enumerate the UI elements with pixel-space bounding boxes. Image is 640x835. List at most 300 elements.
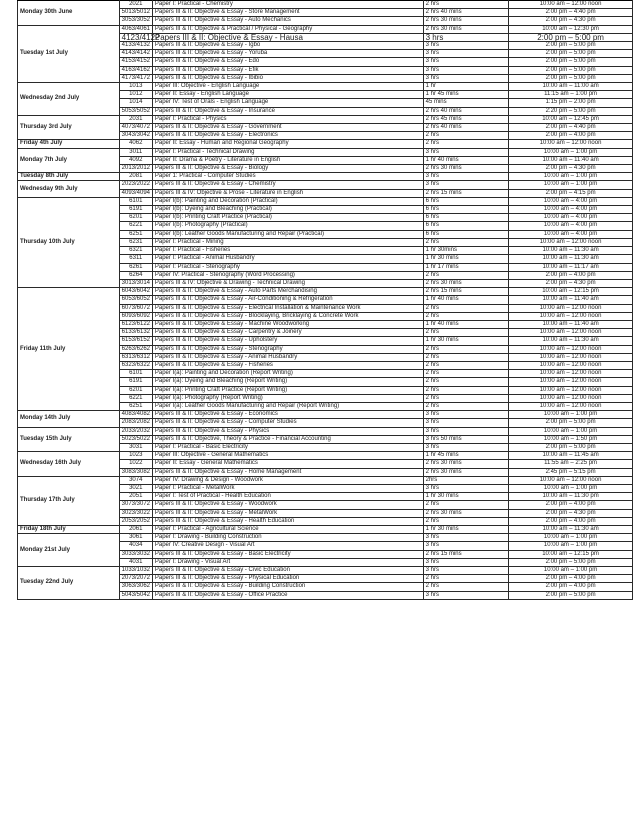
day-cell: Monday 7th July <box>18 148 120 173</box>
paper-title-cell: Papers III & II: Objective & Essay - Physical Education <box>152 575 423 583</box>
paper-title-cell: Paper IV: Test of Orals - English Language <box>152 99 423 107</box>
paper-title-cell: Paper I(a): Dyeing and Bleaching (Report Writing) <box>152 378 423 386</box>
duration-cell: 1 hr 45 mins <box>423 452 509 460</box>
time-cell: 2:00 pm – 5:00 pm <box>509 443 633 451</box>
paper-code-cell: 6043/6042 <box>119 288 152 296</box>
duration-cell: 3 hrs <box>423 173 509 181</box>
paper-code-cell: 4092 <box>119 156 152 164</box>
paper-code-cell: 6053/6052 <box>119 296 152 304</box>
paper-title-cell: Papers III & II: Objective & Essay - Basic Electricity <box>152 550 423 558</box>
duration-cell: 3 hrs <box>423 567 509 575</box>
time-cell: 10:00 am – 12:00 noon <box>509 345 633 353</box>
time-cell: 2:00 pm – 4:30 pm <box>509 509 633 517</box>
time-cell: 2:00 pm – 4:30 pm <box>509 17 633 25</box>
duration-cell: 3 hrs <box>423 66 509 74</box>
paper-title-cell: Paper II: Essay - English Language <box>152 91 423 99</box>
duration-cell: 3 hrs <box>423 558 509 566</box>
duration-cell: 2 hrs <box>423 312 509 320</box>
duration-cell: 6 hrs <box>423 206 509 214</box>
table-row <box>18 567 633 575</box>
paper-code-cell: 4034 <box>119 542 152 550</box>
time-cell: 2:00 pm – 4:00 pm <box>509 132 633 140</box>
time-cell: 11:55 am – 2:25 pm <box>509 460 633 468</box>
paper-title-cell: Paper I: Practical - Mining <box>152 238 423 246</box>
duration-cell: 2 hrs 30 mins <box>423 25 509 33</box>
paper-code-cell: 6093/6092 <box>119 312 152 320</box>
duration-cell: 6 hrs <box>423 230 509 238</box>
duration-cell: 3 hrs <box>423 50 509 58</box>
duration-cell: 3 hrs <box>423 74 509 82</box>
time-cell: 2:00 pm – 4:30 pm <box>509 165 633 173</box>
paper-code-cell: 4062 <box>119 140 152 148</box>
table-row <box>18 115 633 123</box>
paper-title-cell: Papers III & II: Objective & Essay - Government <box>152 124 423 132</box>
paper-title-cell: Papers III & II: Objective & Essay - Blocklaying, Bricklaying & Concrete Work <box>152 312 423 320</box>
paper-title-cell: Paper I(b): Printing Craft Practice (Practical) <box>152 214 423 222</box>
paper-title-cell: Paper II: Essay - Human and Regional Geography <box>152 140 423 148</box>
duration-cell: 3 hrs <box>423 534 509 542</box>
time-cell: 10:00 am – 12:00 noon <box>509 402 633 410</box>
paper-title-cell: Papers III & II: Objective & Essay - Auto Mechanics <box>152 17 423 25</box>
paper-title-cell: Papers III & II: Objective & Essay - Machine Woodworking <box>152 320 423 328</box>
paper-code-cell: 4073/4072 <box>119 124 152 132</box>
duration-cell: 2 hrs <box>423 353 509 361</box>
duration-cell: 45 mins <box>423 99 509 107</box>
table-row <box>18 288 633 296</box>
paper-code-cell: 3043/3042 <box>119 132 152 140</box>
table-row <box>18 197 633 205</box>
duration-cell: 2 hrs <box>423 370 509 378</box>
paper-code-cell: 6251 <box>119 230 152 238</box>
paper-code-cell: 2031 <box>119 115 152 123</box>
duration-cell: 2 hrs <box>423 329 509 337</box>
day-cell: Wednesday 2nd July <box>18 83 120 116</box>
duration-cell: 2 hrs <box>423 583 509 591</box>
timetable-sheet <box>17 0 633 600</box>
duration-cell: 1 hr 40 mins <box>423 296 509 304</box>
time-cell: 2:00 pm – 4:40 pm <box>509 9 633 17</box>
paper-title-cell: Papers III & II: Objective & Essay - Economics <box>152 411 423 419</box>
paper-title-cell: Paper I(a): Photography (Report Writing) <box>152 394 423 402</box>
paper-title-cell: Paper III: Objective - General Mathematics <box>152 452 423 460</box>
paper-code-cell: 2021 <box>119 1 152 9</box>
time-cell: 2:00 pm – 5:00 pm <box>509 42 633 50</box>
time-cell: 10:00 am – 1:00 pm <box>509 181 633 189</box>
duration-cell: 2 hrs 40 mins <box>423 124 509 132</box>
paper-code-cell: 3061 <box>119 534 152 542</box>
paper-title-cell: Paper I: Practical - Animal Husbandry <box>152 255 423 263</box>
paper-title-cell: Papers III & II: Objective & Essay - Insurance <box>152 107 423 115</box>
paper-title-cell: Paper II: Essay - General Mathematics <box>152 460 423 468</box>
paper-code-cell: 2081 <box>119 173 152 181</box>
paper-title-cell: Papers III & II: Objective & Essay - Chemistry <box>152 181 423 189</box>
paper-title-cell: Papers III & II: Objective & Essay - Building Construction <box>152 583 423 591</box>
duration-cell: 2 hrs <box>423 304 509 312</box>
day-cell: Wednesday 16th July <box>18 452 120 477</box>
paper-title-cell: Papers III & II: Objective & Essay - Hausa <box>152 33 423 41</box>
paper-code-cell: 3011 <box>119 148 152 156</box>
duration-cell: 2 hrs <box>423 140 509 148</box>
paper-title-cell: Paper I(a): Leather Goods Manufacturing and Repair (Report Writing) <box>152 402 423 410</box>
paper-code-cell: 1022 <box>119 460 152 468</box>
time-cell: 2:00 pm – 5:00 pm <box>509 419 633 427</box>
paper-code-cell: 4083/4082 <box>119 411 152 419</box>
time-cell: 2:20 pm – 5:00 pm <box>509 107 633 115</box>
time-cell: 10:00 am – 1:00 pm <box>509 534 633 542</box>
paper-code-cell: 2061 <box>119 526 152 534</box>
duration-cell: 2 hrs <box>423 238 509 246</box>
paper-title-cell: Paper I: Drawing - Building Construction <box>152 534 423 542</box>
duration-cell: 3 hrs <box>423 591 509 599</box>
paper-code-cell: 6221 <box>119 222 152 230</box>
paper-code-cell: 6261 <box>119 263 152 271</box>
duration-cell: 2 hrs 45 mins <box>423 115 509 123</box>
paper-code-cell: 6264 <box>119 271 152 279</box>
duration-cell: 2 hrs 40 mins <box>423 9 509 17</box>
paper-code-cell: 5023/5022 <box>119 435 152 443</box>
paper-code-cell: 6153/6152 <box>119 337 152 345</box>
day-cell: Friday 11th July <box>18 288 120 411</box>
time-cell: 10:00 am – 12:15 pm <box>509 550 633 558</box>
paper-title-cell: Papers III & II: Objective & Essay - Fisheries <box>152 361 423 369</box>
time-cell: 10:00 am – 4:00 pm <box>509 197 633 205</box>
time-cell: 2:45 pm – 5:15 pm <box>509 468 633 476</box>
time-cell: 10:00 am – 11:30 am <box>509 247 633 255</box>
duration-cell: 2 hrs <box>423 378 509 386</box>
paper-code-cell: 2013/2012 <box>119 165 152 173</box>
duration-cell: 2 hrs 30 mins <box>423 460 509 468</box>
duration-cell: 2 hrs 15 mins <box>423 288 509 296</box>
paper-title-cell: Paper I(b): Photography (Practical) <box>152 222 423 230</box>
paper-code-cell: 1014 <box>119 99 152 107</box>
paper-title-cell: Paper I: Practical - Agricultural Science <box>152 526 423 534</box>
duration-cell: 2 hrs 30 mins <box>423 468 509 476</box>
time-cell: 10:00 am – 12:45 pm <box>509 115 633 123</box>
paper-code-cell: 6101 <box>119 197 152 205</box>
table-row <box>18 1 633 9</box>
paper-title-cell: Papers III & II: Objective & Essay - Office Practice <box>152 591 423 599</box>
duration-cell: 2 hrs 40 mins <box>423 107 509 115</box>
paper-code-cell: 3031 <box>119 443 152 451</box>
duration-cell: 2hrs <box>423 476 509 484</box>
time-cell: 2:00 pm – 4:30 pm <box>509 279 633 287</box>
duration-cell: 2 hrs <box>423 517 509 525</box>
time-cell: 10:00 am – 12:00 noon <box>509 353 633 361</box>
time-cell: 10:00 am – 11:30 am <box>509 337 633 345</box>
paper-title-cell: Paper I: Test of Practical - Health Education <box>152 493 423 501</box>
time-cell: 11:15 am – 1:00 pm <box>509 91 633 99</box>
time-cell: 10:00 am – 4:00 pm <box>509 230 633 238</box>
paper-code-cell: 6191 <box>119 206 152 214</box>
paper-title-cell: Papers III & II: Objective & Essay - Air-Conditioning & Refrigeration <box>152 296 423 304</box>
paper-code-cell: 6201 <box>119 386 152 394</box>
duration-cell: 2 hrs <box>423 345 509 353</box>
duration-cell: 1 hr 45 mins <box>423 91 509 99</box>
duration-cell: 2 hrs <box>423 501 509 509</box>
time-cell: 10:00 am – 1:00 pm <box>509 427 633 435</box>
time-cell: 2:00 pm – 4:00 pm <box>509 271 633 279</box>
time-cell: 10:00 am – 12:00 noon <box>509 329 633 337</box>
paper-title-cell: Papers III & II: Objective & Essay - Igbo <box>152 42 423 50</box>
time-cell: 10:00 am – 11:40 am <box>509 296 633 304</box>
paper-title-cell: Papers III & II: Objective & Essay - Electrical Installation & Maintenance Work <box>152 304 423 312</box>
paper-code-cell: 6101 <box>119 370 152 378</box>
paper-title-cell: Papers III & II: Objective, Theory & Practice - Financial Accounting <box>152 435 423 443</box>
time-cell: 10:00 am – 4:00 pm <box>509 206 633 214</box>
time-cell: 10:00 am – 1:00 pm <box>509 542 633 550</box>
table-row <box>18 526 633 534</box>
time-cell: 2:00 pm – 4:40 pm <box>509 124 633 132</box>
time-cell: 2:00 pm – 5:00 pm <box>509 58 633 66</box>
duration-cell: 6 hrs <box>423 214 509 222</box>
paper-code-cell: 5053/5052 <box>119 107 152 115</box>
paper-title-cell: Paper IV: Practical - Stenography (Word Processing) <box>152 271 423 279</box>
duration-cell: 1 hr 30 mins <box>423 493 509 501</box>
duration-cell: 1 hr 30 mins <box>423 526 509 534</box>
time-cell: 10:00 am – 12:00 noon <box>509 1 633 9</box>
duration-cell: 2 hrs <box>423 361 509 369</box>
paper-code-cell: 3013/3014 <box>119 279 152 287</box>
duration-cell: 3 hrs <box>423 419 509 427</box>
duration-cell: 6 hrs <box>423 197 509 205</box>
paper-code-cell: 2083/2082 <box>119 419 152 427</box>
day-cell: Thursday 17th July <box>18 476 120 525</box>
time-cell: 2:00 pm – 4:15 pm <box>509 189 633 197</box>
paper-title-cell: Paper I: Practical - Basic Electricity <box>152 443 423 451</box>
paper-code-cell: 4133/4132 <box>119 42 152 50</box>
time-cell: 2:00 pm – 4:00 pm <box>509 501 633 509</box>
paper-code-cell: 4123/4122 <box>119 33 152 41</box>
time-cell: 10:00 am – 11:30 pm <box>509 493 633 501</box>
time-cell: 2:00 pm – 5:00 pm <box>509 558 633 566</box>
paper-code-cell: 3074 <box>119 476 152 484</box>
time-cell: 10:00 am – 12:00 noon <box>509 304 633 312</box>
time-cell: 10:00 am – 12:00 noon <box>509 361 633 369</box>
table-row <box>18 427 633 435</box>
paper-code-cell: 4153/4152 <box>119 58 152 66</box>
paper-title-cell: Papers III & IV: Objective & Drawing - Technical Drawing <box>152 279 423 287</box>
paper-title-cell: Paper I(b): Leather Goods Manufacturing and Repair (Practical) <box>152 230 423 238</box>
duration-cell: 3 hrs <box>423 427 509 435</box>
time-cell: 10:00 am – 1:00 pm <box>509 484 633 492</box>
paper-code-cell: 3033/3032 <box>119 550 152 558</box>
time-cell: 10:00 am – 11:30 am <box>509 526 633 534</box>
time-cell: 10:00 am – 4:00 pm <box>509 214 633 222</box>
day-cell: Tuesday 1st July <box>18 25 120 82</box>
paper-title-cell: Papers III & II: Objective & Essay - Woodwork <box>152 501 423 509</box>
duration-cell: 2 hrs 30 mins <box>423 279 509 287</box>
paper-title-cell: Papers III & IV: Objective & Prose - Literature in English <box>152 189 423 197</box>
paper-title-cell: Papers III & II: Objective & Essay - Efik <box>152 66 423 74</box>
paper-code-cell: 4063/4061 <box>119 25 152 33</box>
paper-code-cell: 5013/5012 <box>119 9 152 17</box>
paper-title-cell: Papers III & II: Objective & Essay - Biology <box>152 165 423 173</box>
time-cell: 10:00 am – 12:00 noon <box>509 386 633 394</box>
time-cell: 10:00 am – 4:00 pm <box>509 222 633 230</box>
time-cell: 10:00 am – 11:40 am <box>509 320 633 328</box>
paper-code-cell: 6251 <box>119 402 152 410</box>
table-row <box>18 173 633 181</box>
paper-title-cell: Papers III & II: Objective & Essay - Civic Education <box>152 567 423 575</box>
time-cell: 2:00 pm – 5:00 pm <box>509 66 633 74</box>
paper-code-cell: 4143/4142 <box>119 50 152 58</box>
paper-code-cell: 4093/4094 <box>119 189 152 197</box>
table-row <box>18 476 633 484</box>
paper-title-cell: Papers III & II: Objective & Essay - Edo <box>152 58 423 66</box>
paper-title-cell: Papers III & II: Objective & Essay - Upholstery <box>152 337 423 345</box>
time-cell: 1:15 pm – 2:00 pm <box>509 99 633 107</box>
duration-cell: 1 hr 40 mins <box>423 320 509 328</box>
time-cell: 10:00 am – 11:17 am <box>509 263 633 271</box>
paper-code-cell: 1012 <box>119 91 152 99</box>
paper-code-cell: 6313/6312 <box>119 353 152 361</box>
paper-title-cell: Papers III & II: Objective & Essay - Stenography <box>152 345 423 353</box>
paper-title-cell: Paper IV: Drawing & Design - Woodwork <box>152 476 423 484</box>
time-cell: 10:00 am – 1:00 pm <box>509 173 633 181</box>
time-cell: 2:00 pm – 5:00 pm <box>509 50 633 58</box>
paper-title-cell: Papers III & II: Objective & Essay - Physics <box>152 427 423 435</box>
duration-cell: 1 hr 30 mins <box>423 255 509 263</box>
day-cell: Thursday 3rd July <box>18 115 120 140</box>
duration-cell: 1 hr 40 mins <box>423 156 509 164</box>
paper-code-cell: 1023 <box>119 452 152 460</box>
paper-code-cell: 2023/2022 <box>119 181 152 189</box>
paper-title-cell: Papers III & II: Objective & Essay - Store Management <box>152 9 423 17</box>
time-cell: 2:00 pm – 4:00 pm <box>509 575 633 583</box>
paper-code-cell: 1013 <box>119 83 152 91</box>
day-cell: Friday 18th July <box>18 526 120 534</box>
paper-title-cell: Paper III: Objective - English Language <box>152 83 423 91</box>
time-cell: 10:00 am – 1:50 pm <box>509 435 633 443</box>
paper-code-cell: 6133/6132 <box>119 329 152 337</box>
paper-code-cell: 6201 <box>119 214 152 222</box>
duration-cell: 2 hrs 30 mins <box>423 165 509 173</box>
paper-code-cell: 6311 <box>119 255 152 263</box>
table-row <box>18 452 633 460</box>
duration-cell: 3 hrs <box>423 484 509 492</box>
paper-title-cell: Papers III & II: Objective & Essay - Health Education <box>152 517 423 525</box>
paper-title-cell: Papers III & II: Objective & Essay - Computer Studies <box>152 419 423 427</box>
timetable-body <box>18 1 633 600</box>
paper-title-cell: Paper I(a): Painting and Decoration (Report Writing) <box>152 370 423 378</box>
time-cell: 10:00 am – 12:00 noon <box>509 238 633 246</box>
paper-code-cell: 2073/2072 <box>119 575 152 583</box>
table-row <box>18 148 633 156</box>
duration-cell: 2 hrs <box>423 402 509 410</box>
duration-cell: 3 hrs <box>423 33 509 41</box>
paper-title-cell: Papers III & II: Objective & Essay - Carpentry & Joinery <box>152 329 423 337</box>
duration-cell: 2 hrs <box>423 132 509 140</box>
day-cell: Tuesday 15th July <box>18 427 120 452</box>
paper-title-cell: Paper I(b): Painting and Decoration (Practical) <box>152 197 423 205</box>
paper-code-cell: 6191 <box>119 378 152 386</box>
paper-title-cell: Papers III & II: Objective & Essay - Auto Parts Merchandising <box>152 288 423 296</box>
duration-cell: 2 hrs <box>423 386 509 394</box>
time-cell: 10:00 am – 12:00 noon <box>509 394 633 402</box>
time-cell: 10:00 am – 12:00 noon <box>509 378 633 386</box>
duration-cell: 3 hrs 50 mins <box>423 435 509 443</box>
paper-code-cell: 2051 <box>119 493 152 501</box>
duration-cell: 2 hrs <box>423 1 509 9</box>
paper-title-cell: Papers III & II: Objective & Essay - Electronics <box>152 132 423 140</box>
paper-title-cell: Paper I(a): Printing Craft Practice (Report Writing) <box>152 386 423 394</box>
duration-cell: 3 hrs <box>423 181 509 189</box>
paper-title-cell: Papers III & II: Objective & Essay - Ibibio <box>152 74 423 82</box>
duration-cell: 2 hrs 30 mins <box>423 509 509 517</box>
duration-cell: 6 hrs <box>423 222 509 230</box>
day-cell: Tuesday 22nd July <box>18 567 120 600</box>
paper-title-cell: Paper 1: Practical - Computer Studies <box>152 173 423 181</box>
paper-title-cell: Papers III & II: Objective & Essay - Home Management <box>152 468 423 476</box>
duration-cell: 2 hrs 15 mins <box>423 189 509 197</box>
paper-code-cell: 6073/6072 <box>119 304 152 312</box>
paper-title-cell: Paper I: Practical - Fisheries <box>152 247 423 255</box>
paper-code-cell: 6123/6122 <box>119 320 152 328</box>
paper-code-cell: 4173/4172 <box>119 74 152 82</box>
paper-title-cell: Paper I: Practical - MetalWork <box>152 484 423 492</box>
time-cell: 10:00 am – 12:00 noon <box>509 370 633 378</box>
paper-code-cell: 3063/3062 <box>119 583 152 591</box>
paper-title-cell: Paper II: Drama & Poetry - Literature in English <box>152 156 423 164</box>
duration-cell: 2 hrs 15 mins <box>423 550 509 558</box>
table-row <box>18 534 633 542</box>
paper-code-cell: 3073/3072 <box>119 501 152 509</box>
table-row <box>18 140 633 148</box>
table-row <box>18 181 633 189</box>
paper-code-cell: 3021 <box>119 484 152 492</box>
paper-title-cell: Papers III & II: Objective & Practical / Physical - Geography <box>152 25 423 33</box>
duration-cell: 1 hr <box>423 83 509 91</box>
paper-code-cell: 2033/2032 <box>119 427 152 435</box>
paper-title-cell: Papers III & II: Objective & Essay - Yoruba <box>152 50 423 58</box>
table-row <box>18 411 633 419</box>
paper-code-cell: 6323/6322 <box>119 361 152 369</box>
paper-code-cell: 3023/3022 <box>119 509 152 517</box>
duration-cell: 1 hr 30 mins <box>423 337 509 345</box>
duration-cell: 3 hrs <box>423 542 509 550</box>
time-cell: 10:00 am – 12:15 pm <box>509 288 633 296</box>
paper-code-cell: 6231 <box>119 238 152 246</box>
time-cell: 10:00 am – 12:00 noon <box>509 140 633 148</box>
time-cell: 2:00 pm – 5:00 pm <box>509 591 633 599</box>
day-cell: Wednesday 9th July <box>18 181 120 197</box>
duration-cell: 2 hrs 30 mins <box>423 17 509 25</box>
duration-cell: 3 hrs <box>423 42 509 50</box>
paper-code-cell: 3083/3082 <box>119 468 152 476</box>
paper-title-cell: Paper IV: Creative Design - Visual Art <box>152 542 423 550</box>
paper-title-cell: Papers III & II: Objective & Essay - MetalWork <box>152 509 423 517</box>
paper-title-cell: Paper I: Practical - Physics <box>152 115 423 123</box>
paper-code-cell: 3053/3052 <box>119 17 152 25</box>
time-cell: 10:00 am – 11:30 am <box>509 255 633 263</box>
day-cell: Monday 30th June <box>18 1 120 26</box>
paper-title-cell: Paper I(b): Dyeing and Bleaching (Practical) <box>152 206 423 214</box>
time-cell: 10:00 am – 1:00 pm <box>509 567 633 575</box>
duration-cell: 3 hrs <box>423 411 509 419</box>
paper-code-cell: 6263/6262 <box>119 345 152 353</box>
paper-code-cell: 5043/5042 <box>119 591 152 599</box>
day-cell: Thursday 10th July <box>18 197 120 287</box>
duration-cell: 1 hr 30mins <box>423 247 509 255</box>
time-cell: 10:00 am – 12:00 noon <box>509 476 633 484</box>
paper-code-cell: 1033/1032 <box>119 567 152 575</box>
paper-title-cell: Paper I: Practical - Technical Drawing <box>152 148 423 156</box>
duration-cell: 2 hrs <box>423 394 509 402</box>
time-cell: 10:00 am – 12:00 noon <box>509 312 633 320</box>
time-cell: 10:00 am – 12:30 pm <box>509 25 633 33</box>
paper-title-cell: Paper I: Practical - Stenography <box>152 263 423 271</box>
time-cell: 2:00 pm – 5:00 pm <box>509 74 633 82</box>
